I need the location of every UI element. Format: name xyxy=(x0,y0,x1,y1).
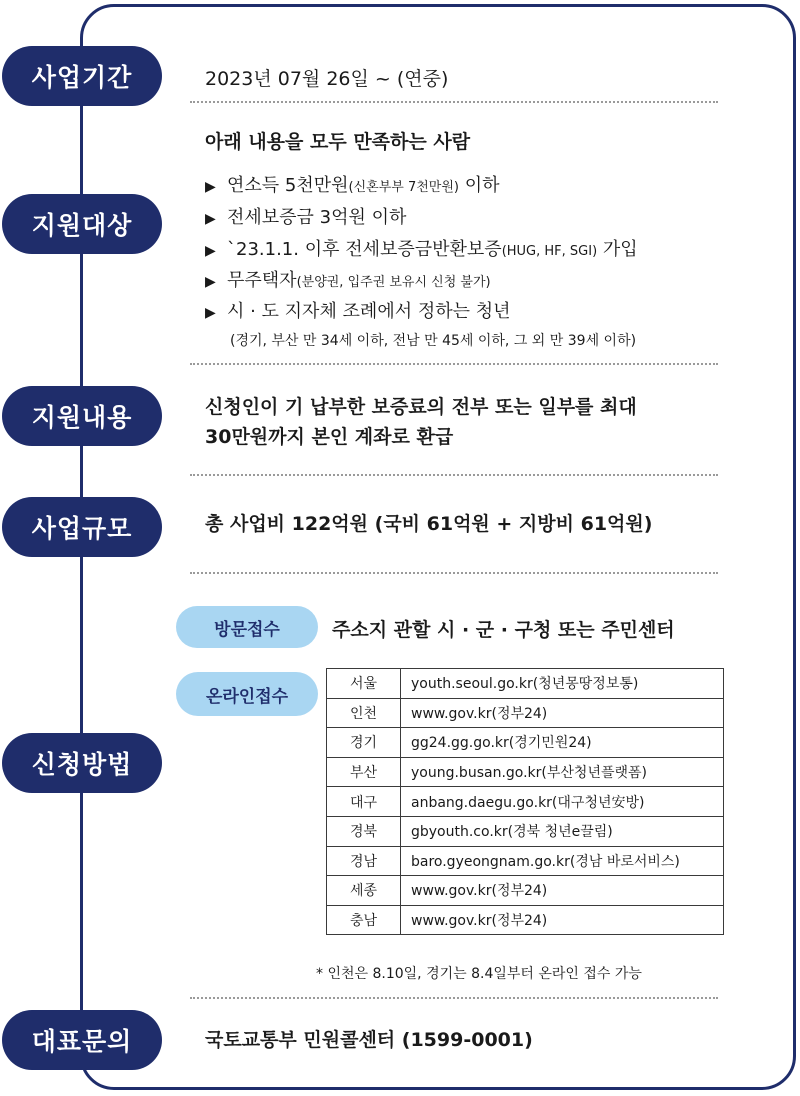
content-line-2: 30만원까지 본인 계좌로 환급 xyxy=(205,426,454,448)
region-cell: 인천 xyxy=(327,698,401,728)
table-row xyxy=(327,816,724,846)
region-cell: 경남 xyxy=(327,846,401,876)
url-cell: youth.seoul.go.kr(청년몽땅정보통) xyxy=(401,669,724,699)
visit-text: 주소지 관할 시 · 군 · 구청 또는 주민센터 xyxy=(332,619,675,641)
target-bullet: ▶ 무주택자(분양권, 입주권 보유시 신청 불가) xyxy=(205,270,491,291)
table-row xyxy=(327,876,724,906)
url-cell: www.gov.kr(정부24) xyxy=(401,698,724,728)
url-cell: anbang.daegu.go.kr(대구청년安방) xyxy=(401,787,724,817)
table-row xyxy=(327,728,724,758)
table-row xyxy=(327,846,724,876)
table-row xyxy=(327,905,724,935)
target-heading: 아래 내용을 모두 만족하는 사람 xyxy=(205,131,471,153)
url-cell: baro.gyeongnam.go.kr(경남 바로서비스) xyxy=(401,846,724,876)
region-cell: 서울 xyxy=(327,669,401,699)
table-row xyxy=(327,698,724,728)
divider xyxy=(190,363,718,365)
divider xyxy=(190,572,718,574)
online-badge: 온라인접수 xyxy=(176,672,318,716)
target-bullet: ▶ 시 · 도 지자체 조례에서 정하는 청년 xyxy=(205,301,511,322)
bullet-triangle-icon: ▶ xyxy=(205,179,216,195)
url-cell: gg24.gg.go.kr(경기민원24) xyxy=(401,728,724,758)
region-cell: 부산 xyxy=(327,757,401,787)
label-scale: 사업규모 xyxy=(2,497,162,557)
url-cell: gbyouth.co.kr(경북 청년e끌림) xyxy=(401,816,724,846)
scale-text: 총 사업비 122억원 (국비 61억원 + 지방비 61억원) xyxy=(205,513,653,535)
target-bullet: ▶ 전세보증금 3억원 이하 xyxy=(205,207,407,228)
url-cell: www.gov.kr(정부24) xyxy=(401,905,724,935)
target-bullet: ▶ `23.1.1. 이후 전세보증금반환보증(HUG, HF, SGI) 가입 xyxy=(205,239,638,260)
target-bullet: ▶ 연소득 5천만원(신혼부부 7천만원) 이하 xyxy=(205,175,500,196)
online-footnote: * 인천은 8.10일, 경기는 8.4일부터 온라인 접수 가능 xyxy=(316,966,642,982)
table-row xyxy=(327,757,724,787)
divider xyxy=(190,474,718,476)
url-cell: young.busan.go.kr(부산청년플랫폼) xyxy=(401,757,724,787)
visit-badge: 방문접수 xyxy=(176,606,318,648)
table-row xyxy=(327,669,724,699)
label-target: 지원대상 xyxy=(2,194,162,254)
period-text: 2023년 07월 26일 ~ (연중) xyxy=(205,68,449,90)
table-row xyxy=(327,787,724,817)
region-cell: 경기 xyxy=(327,728,401,758)
bullet-triangle-icon: ▶ xyxy=(205,211,216,227)
url-cell: www.gov.kr(정부24) xyxy=(401,876,724,906)
region-cell: 세종 xyxy=(327,876,401,906)
label-apply: 신청방법 xyxy=(2,733,162,793)
divider xyxy=(190,101,718,103)
bullet-triangle-icon: ▶ xyxy=(205,305,216,321)
label-contact: 대표문의 xyxy=(2,1010,162,1070)
region-cell: 대구 xyxy=(327,787,401,817)
region-cell: 경북 xyxy=(327,816,401,846)
content-line-1: 신청인이 기 납부한 보증료의 전부 또는 일부를 최대 xyxy=(205,396,637,418)
bullet-triangle-icon: ▶ xyxy=(205,274,216,290)
divider xyxy=(190,997,718,999)
online-sites-table xyxy=(326,668,724,935)
label-period: 사업기간 xyxy=(2,46,162,106)
bullet-triangle-icon: ▶ xyxy=(205,243,216,259)
label-content: 지원내용 xyxy=(2,386,162,446)
contact-text: 국토교통부 민원콜센터 (1599-0001) xyxy=(205,1029,533,1051)
region-cell: 충남 xyxy=(327,905,401,935)
target-age-note: (경기, 부산 만 34세 이하, 전남 만 45세 이하, 그 외 만 39세 이하) xyxy=(230,333,637,349)
